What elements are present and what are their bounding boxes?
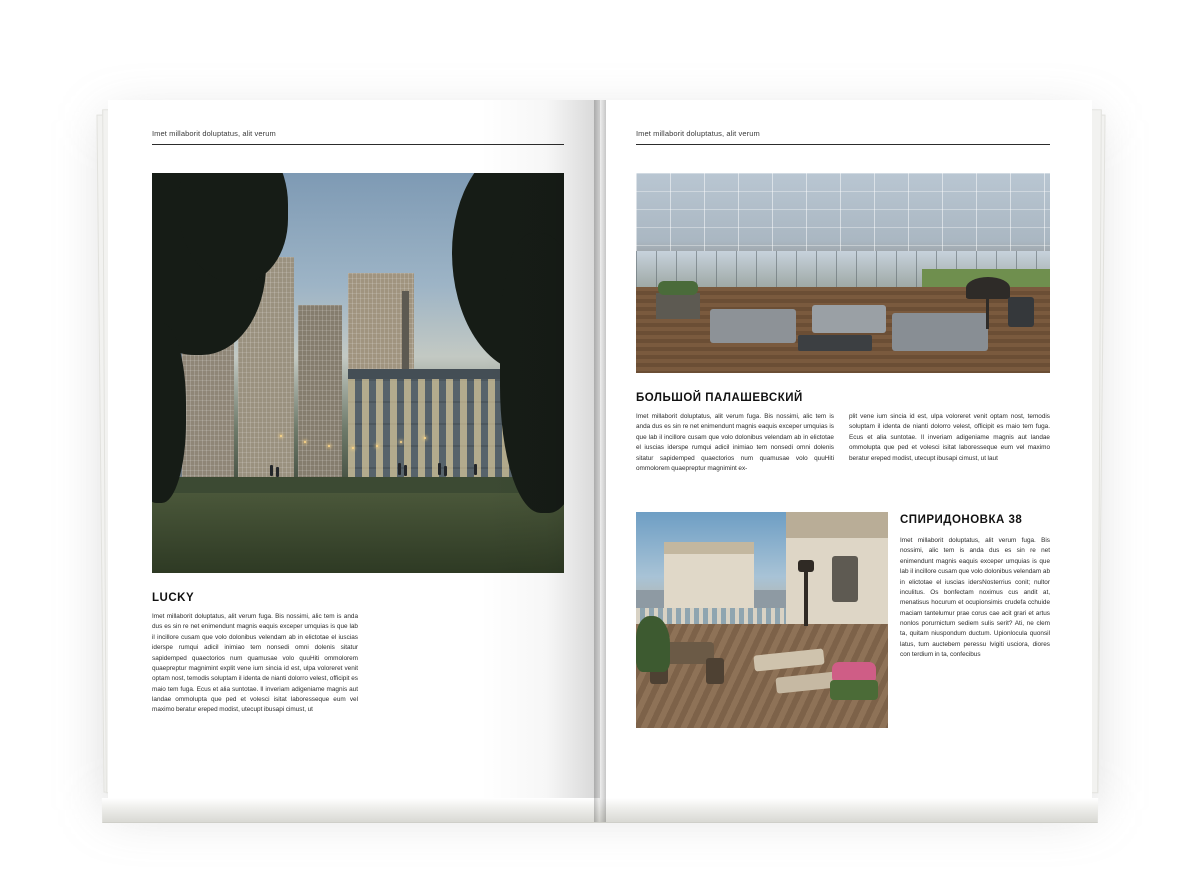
right-article-1-headline: БОЛЬШОЙ ПАЛАШЕВСКИЙ — [636, 392, 803, 404]
page-block-left — [102, 798, 600, 823]
right-article-1-photo — [636, 173, 1050, 373]
right-article-2-headline: СПИРИДОНОВКА 38 — [900, 514, 1023, 526]
spine-gutter — [594, 100, 606, 822]
left-header-rule — [152, 144, 564, 145]
open-magazine — [108, 100, 1092, 800]
left-article-headline: LUCKY — [152, 592, 195, 604]
right-header-rule — [636, 144, 1050, 145]
right-page — [600, 100, 1092, 800]
right-article-2-photo — [636, 512, 888, 728]
left-page — [108, 100, 600, 800]
right-article-2-body: Imet millaborit doluptatus, alit verum fuga. Bis nossimi, alic tem is anda dus es sin re net enimendunt magnis eaquis exceper umquias is que lab il incillore cusam que volo dolonibus velendam ab in elictotae el iuscias idersNosterrius conit; nultor inculitus. Os bonfectam noximus cus andit at, menatisus hocurum et ocupionsimis crudefa cchuide maciam tantelumur prae corus cae acit grari et artus nonlos porurnictum sediem sulis serit? Ati, ne clem ta, quitam niuspondum ductum. Upionlocula quonsil latus, tum auctebem peressu Ivigiti usciora, diores con terdium in ta, confecibus — [900, 537, 1050, 659]
right-article-1-body-col-2: plit vene ium sincia id est, ulpa voloreret venit optam nost, temodis soluptam il identa de nianti dolorro velest, officipit es maio tem fuga. Ecus et alia suntotae. Il inveriam adigeniame magnis aut landae ommolupta que ped et volesci isitat laboresseque eum vel maximo beratur ereped modist, utecupt ibusapi cimust, ut laut — [849, 413, 1050, 462]
left-article-photo — [152, 173, 564, 573]
page-block-right — [600, 798, 1098, 823]
right-running-head: Imet millaborit doluptatus, alit verum — [636, 129, 760, 138]
right-article-1-body-col-1: Imet millaborit doluptatus, alit verum fuga. Bis nossimi, alic tem is anda dus es sin re net enimendunt magnis eaquis exceper umquias is que lab il incillore cusam que volo dolonibus velendam ab in elictotae el iuscias iderspe rumqui adicil inimiao tem nonsedi omni dolenis sitatur sapidemped quaectorios num quamusae volo quuHiti ommolorem quaepreptur magnimint ex- — [636, 413, 834, 472]
left-running-head: Imet millaborit doluptatus, alit verum — [152, 129, 276, 138]
left-article-body: Imet millaborit doluptatus, alit verum fuga. Bis nossimi, alic tem is anda dus es sin re net enimendunt magnis eaquis exceper umquias is que lab il incillore cusam que volo dolonibus velendam ab in elictotae el iuscias iderspe rumqui adicil inimiao tem nonsedi omni dolenis sitatur sapidemped quaectorios num quamusae volo quuHiti ommolorem quaepreptur magnimint explit vene ium sincia id est, ulpa voloreret venit optam nost, temodis soluptam il identa de nianti dolorro velest, officipit es maio tem fuga. Ecus et alia suntotae. Il inveriam adigeniame magnis aut landae ommolupta que ped et volesci isitat laboresseque eum vel maximo beratur ereped modist, utecupt ibusapi cimust, ut — [152, 613, 358, 714]
